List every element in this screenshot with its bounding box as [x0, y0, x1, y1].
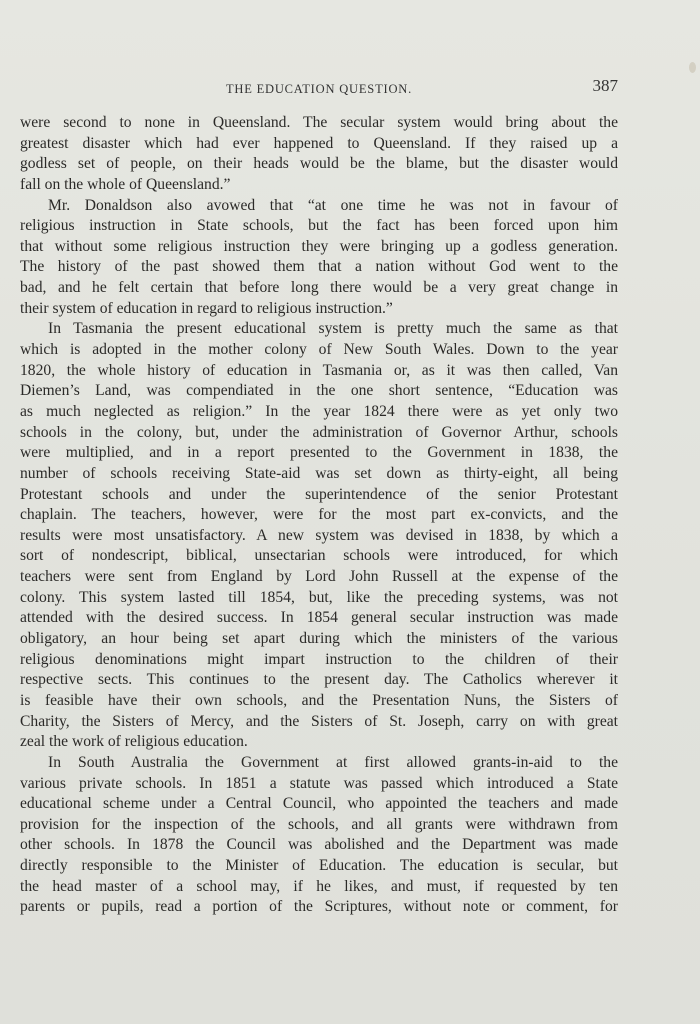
text-line: the head master of a school may, if he likes, and must, if requested by ten [20, 877, 618, 895]
running-title: THE EDUCATION QUESTION. [225, 82, 413, 96]
text-line: directly responsible to the Minister of Education. The education is secular, but [20, 857, 618, 875]
text-line: Diemen’s Land, was compendiated in the one short sentence, “Education was [20, 382, 618, 400]
text-line: obligatory, an hour being set apart during which the ministers of the various [20, 630, 618, 648]
text-line: other schools. In 1878 the Council was abolished and the Department was made [20, 836, 618, 854]
text-line: zeal the work of religious education. [20, 733, 248, 751]
text-line: number of schools receiving State-aid was set down as thirty-eight, all being [20, 464, 618, 482]
text-line: various private schools. In 1851 a statute was passed which introduced a State [20, 774, 618, 792]
text-line: that without some religious instruction they were bringing up a godless generation. [20, 237, 618, 255]
text-line: sort of nondescript, biblical, unsectarian schools were introduced, for which [20, 547, 618, 565]
body-text [20, 113, 618, 918]
text-line: results were most unsatisfactory. A new system was devised in 1838, by which a [20, 526, 618, 544]
text-line: godless set of people, on their heads would be the blame, but the disaster would [20, 155, 618, 173]
text-line: chaplain. The teachers, however, were for the most part ex-convicts, and the [20, 506, 618, 524]
text-line: In South Australia the Government at first allowed grants-in-aid to the [48, 753, 618, 771]
text-line: were multiplied, and in a report presented to the Government in 1838, the [20, 444, 618, 462]
text-line: bad, and he felt certain that before long there would be a very great change in [20, 279, 618, 297]
text-line: schools in the colony, but, under the administration of Governor Arthur, schools [20, 423, 618, 441]
page-number: 387 [592, 76, 618, 95]
text-line: educational scheme under a Central Council, who appointed the teachers and made [20, 795, 618, 813]
page-header [20, 76, 618, 100]
text-line: attended with the desired success. In 1854 general secular instruction was made [20, 609, 618, 627]
text-line: Charity, the Sisters of Mercy, and the Sisters of St. Joseph, carry on with great [20, 712, 618, 730]
text-line: teachers were sent from England by Lord John Russell at the expense of the [20, 568, 618, 586]
text-line: Protestant schools and under the superintendence of the senior Protestant [20, 485, 618, 503]
text-line: religious denominations might impart instruction to the children of their [20, 650, 618, 668]
text-line: is feasible have their own schools, and the Presentation Nuns, the Sisters of [20, 691, 618, 709]
text-line: religious instruction in State schools, but the fact has been forced upon him [20, 217, 618, 235]
text-line: which is adopted in the mother colony of New South Wales. Down to the year [20, 341, 618, 359]
text-line: parents or pupils, read a portion of the Scriptures, without note or comment, for [20, 898, 618, 916]
text-line: as much neglected as religion.” In the year 1824 there were as yet only two [20, 402, 618, 420]
paper-stain [689, 62, 696, 73]
text-line: were second to none in Queensland. The secular system would bring about the [20, 114, 618, 131]
text-line: colony. This system lasted till 1854, but, like the preceding systems, was not [20, 588, 618, 606]
text-line: fall on the whole of Queensland.” [20, 175, 231, 193]
text-line: 1820, the whole history of education in Tasmania or, as it was then called, Van [20, 361, 618, 379]
text-line: greatest disaster which had ever happened to Queensland. If they raised up a [20, 134, 618, 152]
text-line: their system of education in regard to religious instruction.” [20, 299, 393, 317]
text-line: respective sects. This continues to the present day. The Catholics wherever it [20, 671, 618, 689]
text-line: In Tasmania the present educational system is pretty much the same as that [48, 320, 618, 338]
text-line: Mr. Donaldson also avowed that “at one time he was not in favour of [48, 196, 618, 214]
text-line: provision for the inspection of the schools, and all grants were withdrawn from [20, 815, 618, 833]
text-line: The history of the past showed them that a nation without God went to the [20, 258, 618, 276]
